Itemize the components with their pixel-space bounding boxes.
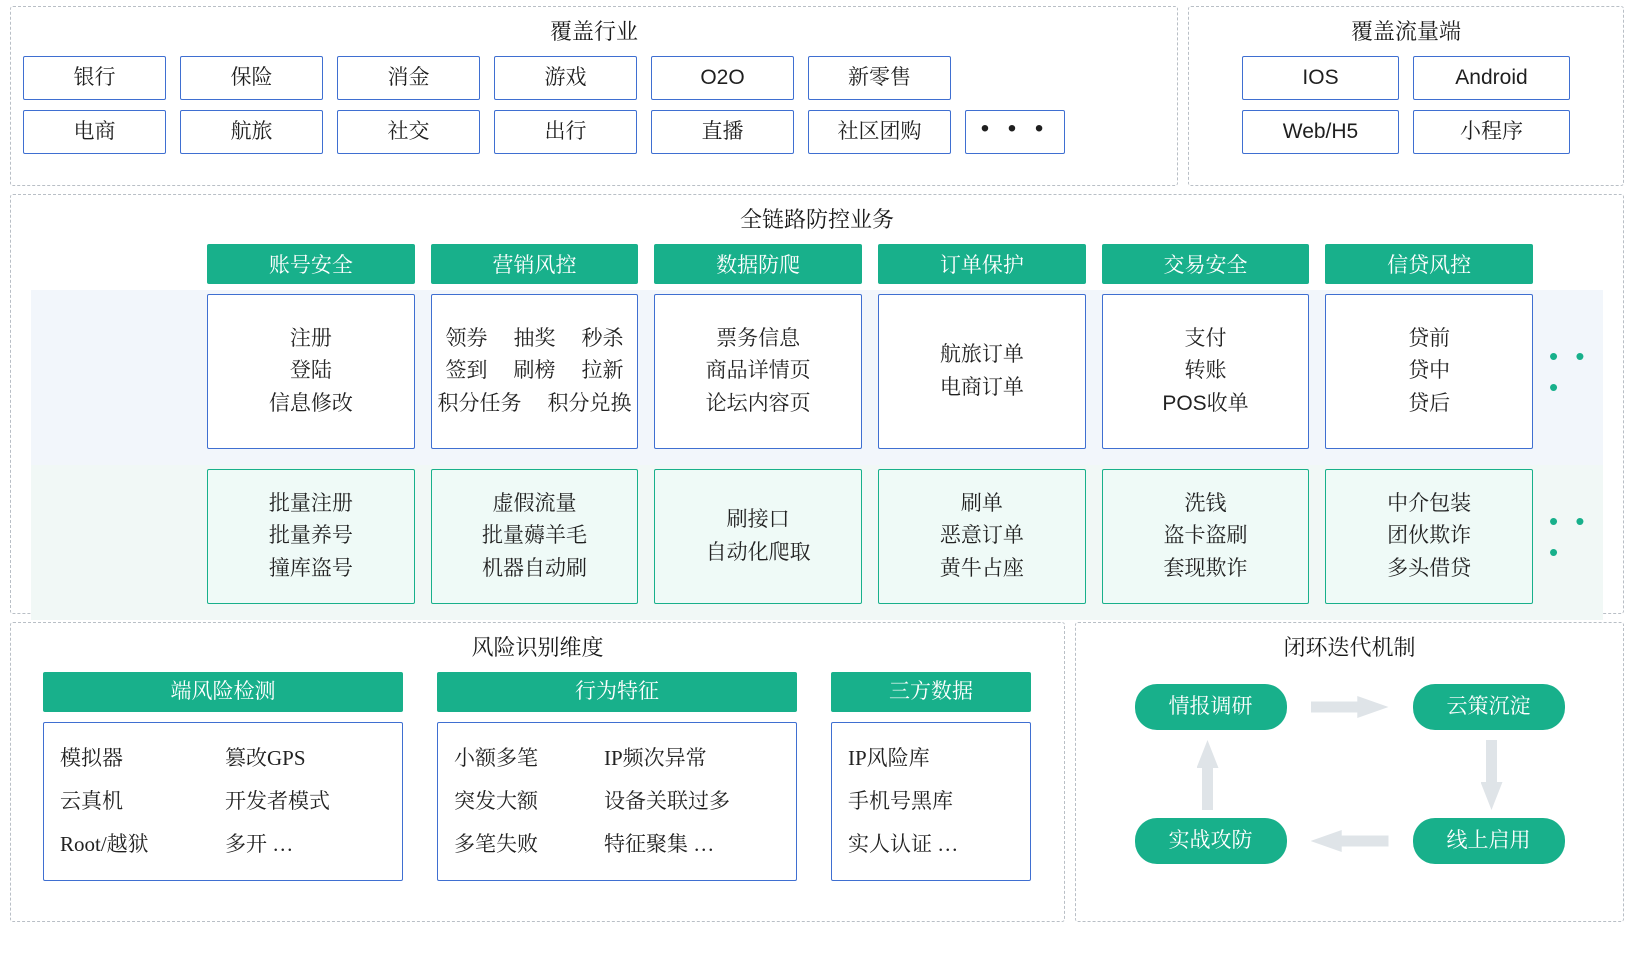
dimension-item: 特征聚集 … [604, 832, 715, 857]
risk-line: 批量养号 [268, 524, 353, 548]
business-column-head[interactable]: 营销风控 [431, 244, 639, 284]
risk-line: 中介包装 [1387, 491, 1472, 515]
dimension-columns [23, 672, 1052, 881]
industries-panel [10, 6, 1178, 186]
grid-corner-right [1549, 244, 1611, 284]
dimension-row [60, 823, 386, 866]
dimension-item: 云真机 [60, 789, 123, 814]
industry-chip[interactable]: 新零售 [808, 56, 951, 100]
closeloop-title: 闭环迭代机制 [1283, 635, 1416, 660]
dimension-item: 模拟器 [60, 746, 123, 770]
industries-title: 覆盖行业 [549, 19, 638, 44]
risk-cell-marketing [431, 469, 639, 604]
business-grid [23, 244, 1611, 614]
risk-line: 刷单 [960, 491, 1003, 515]
dimension-item: 多开 … [225, 832, 294, 857]
dimension-item: 开发者模式 [225, 789, 330, 814]
scene-line: 签到 [445, 359, 488, 383]
industry-chip[interactable]: 保险 [180, 56, 323, 100]
scene-line: 抽奖 [513, 326, 556, 350]
dimension-item: 突发大额 [454, 789, 538, 814]
industry-chip[interactable]: 电商 [23, 110, 166, 154]
dimension-row [848, 780, 1014, 823]
dimension-row [60, 737, 386, 780]
risks-more-icon: • • • [1549, 505, 1590, 567]
industries-more-icon: • • • [965, 110, 1065, 154]
dimension-column-head[interactable]: 行为特征 [437, 672, 797, 712]
scene-line: POS收单 [1162, 391, 1249, 415]
dimension-row [454, 737, 780, 780]
loop-node-combat[interactable]: 实战攻防 [1135, 818, 1287, 864]
risk-cell-anticrawl [654, 469, 862, 604]
scene-line: 贷前 [1408, 326, 1451, 350]
scene-line: 领券 [445, 326, 488, 350]
industry-chip[interactable]: 航旅 [180, 110, 323, 154]
dimension-column-head[interactable]: 三方数据 [831, 672, 1031, 712]
channel-chip[interactable]: Android [1413, 56, 1570, 100]
arrow-right-icon [1311, 696, 1389, 718]
dimension-item: 设备关联过多 [604, 789, 730, 814]
risk-line: 批量薅羊毛 [481, 524, 587, 548]
industry-chip[interactable]: 银行 [23, 56, 166, 100]
risk-line: 洗钱 [1184, 491, 1227, 515]
channels-chip-grid [1201, 56, 1611, 154]
dimension-column-device [43, 672, 403, 881]
scene-line-group [437, 388, 631, 421]
risk-line: 黄牛占座 [939, 556, 1024, 580]
loop-node-strategy[interactable]: 云策沉淀 [1413, 684, 1565, 730]
risk-line: 虚假流量 [492, 491, 577, 515]
dimension-column-body [43, 722, 403, 881]
risk-line: 刷接口 [726, 507, 790, 531]
business-column-head[interactable]: 交易安全 [1102, 244, 1310, 284]
scene-line: 论坛内容页 [705, 391, 811, 415]
scene-line: 支付 [1184, 326, 1227, 350]
dimension-item: 多笔失败 [454, 832, 538, 857]
scene-line: 拉新 [581, 359, 624, 383]
risk-line: 恶意订单 [939, 524, 1024, 548]
arrow-left-icon [1311, 830, 1389, 852]
scene-cell-order [878, 294, 1086, 449]
scene-line: 电商订单 [939, 375, 1024, 399]
bottom-row [10, 622, 1624, 922]
dimension-row [454, 823, 780, 866]
industry-chip[interactable]: 出行 [494, 110, 637, 154]
risk-cell-transaction [1102, 469, 1310, 604]
scene-cell-marketing [431, 294, 639, 449]
risk-line: 撞库盗号 [268, 556, 353, 580]
scene-line-group [445, 355, 623, 388]
risk-line: 机器自动刷 [481, 556, 587, 580]
industry-chip[interactable]: 社区团购 [808, 110, 951, 154]
risk-line: 自动化爬取 [705, 540, 811, 564]
risk-cell-order [878, 469, 1086, 604]
business-column-head[interactable]: 信贷风控 [1325, 244, 1533, 284]
scene-cell-account [207, 294, 415, 449]
dimension-row [60, 780, 386, 823]
scene-line-group [445, 323, 623, 356]
industry-chip[interactable]: O2O [651, 56, 794, 100]
dimension-column-thirdparty [831, 672, 1031, 881]
scene-line: 积分任务 [437, 391, 522, 415]
dimension-panel [10, 622, 1065, 922]
risk-line: 多头借贷 [1387, 556, 1472, 580]
industries-chip-grid [23, 56, 1165, 154]
scene-line: 积分兑换 [547, 391, 632, 415]
dimension-item: 手机号黑库 [848, 789, 953, 814]
business-column-head[interactable]: 订单保护 [878, 244, 1086, 284]
dimension-column-behavior [437, 672, 797, 881]
business-column-head[interactable]: 账号安全 [207, 244, 415, 284]
channels-title: 覆盖流量端 [1350, 19, 1461, 44]
business-title: 全链路防控业务 [739, 207, 894, 232]
dimension-item: IP频次异常 [604, 746, 707, 770]
loop-node-online[interactable]: 线上启用 [1413, 818, 1565, 864]
top-row [10, 6, 1624, 186]
business-column-head[interactable]: 数据防爬 [654, 244, 862, 284]
dimension-item: IP风险库 [848, 746, 930, 770]
scene-line: 航旅订单 [939, 342, 1024, 366]
closeloop-panel [1075, 622, 1624, 922]
dimension-item: Root/越狱 [60, 832, 149, 857]
scene-line: 注册 [289, 326, 332, 350]
scene-line: 商品详情页 [705, 359, 811, 383]
industry-chip[interactable]: 消金 [337, 56, 480, 100]
risk-line: 批量注册 [268, 491, 353, 515]
scene-line: 票务信息 [716, 326, 801, 350]
closeloop-diagram [1135, 674, 1565, 874]
industry-chip[interactable]: 游戏 [494, 56, 637, 100]
dimension-title: 风险识别维度 [471, 635, 604, 660]
scene-cell-transaction [1102, 294, 1310, 449]
risk-line: 盗卡盗刷 [1163, 524, 1248, 548]
dimension-row [848, 737, 1014, 780]
dimension-item: 实人认证 … [848, 832, 959, 857]
scene-line: 信息修改 [268, 391, 353, 415]
channel-chip[interactable]: IOS [1242, 56, 1399, 100]
arrow-up-icon [1197, 740, 1219, 810]
scene-line: 刷榜 [513, 359, 556, 383]
channel-chip[interactable]: 小程序 [1413, 110, 1570, 154]
business-panel [10, 194, 1624, 614]
dimension-column-head[interactable]: 端风险检测 [43, 672, 403, 712]
dimension-row [454, 780, 780, 823]
scene-line: 贷中 [1408, 359, 1451, 383]
loop-node-intel[interactable]: 情报调研 [1135, 684, 1287, 730]
dimension-column-body [831, 722, 1031, 881]
business-grid-wrap [23, 244, 1611, 614]
industry-chip[interactable]: 直播 [651, 110, 794, 154]
grid-corner [23, 244, 191, 284]
channels-panel [1188, 6, 1624, 186]
dimension-row [848, 823, 1014, 866]
scene-cell-anticrawl [654, 294, 862, 449]
industry-chip[interactable]: 社交 [337, 110, 480, 154]
scene-line: 秒杀 [581, 326, 624, 350]
channel-chip[interactable]: Web/H5 [1242, 110, 1399, 154]
scene-line: 转账 [1184, 359, 1227, 383]
scene-line: 贷后 [1408, 391, 1451, 415]
risk-line: 团伙欺诈 [1387, 524, 1472, 548]
scene-line: 登陆 [289, 359, 332, 383]
risk-cell-account [207, 469, 415, 604]
risk-cell-credit [1325, 469, 1533, 604]
scenes-more-icon: • • • [1549, 340, 1590, 402]
scene-cell-credit [1325, 294, 1533, 449]
risk-line: 套现欺诈 [1163, 556, 1248, 580]
dimension-item: 小额多笔 [454, 746, 538, 770]
arrow-down-icon [1481, 740, 1503, 810]
dimension-item: 篡改GPS [225, 746, 306, 770]
dimension-column-body [437, 722, 797, 881]
